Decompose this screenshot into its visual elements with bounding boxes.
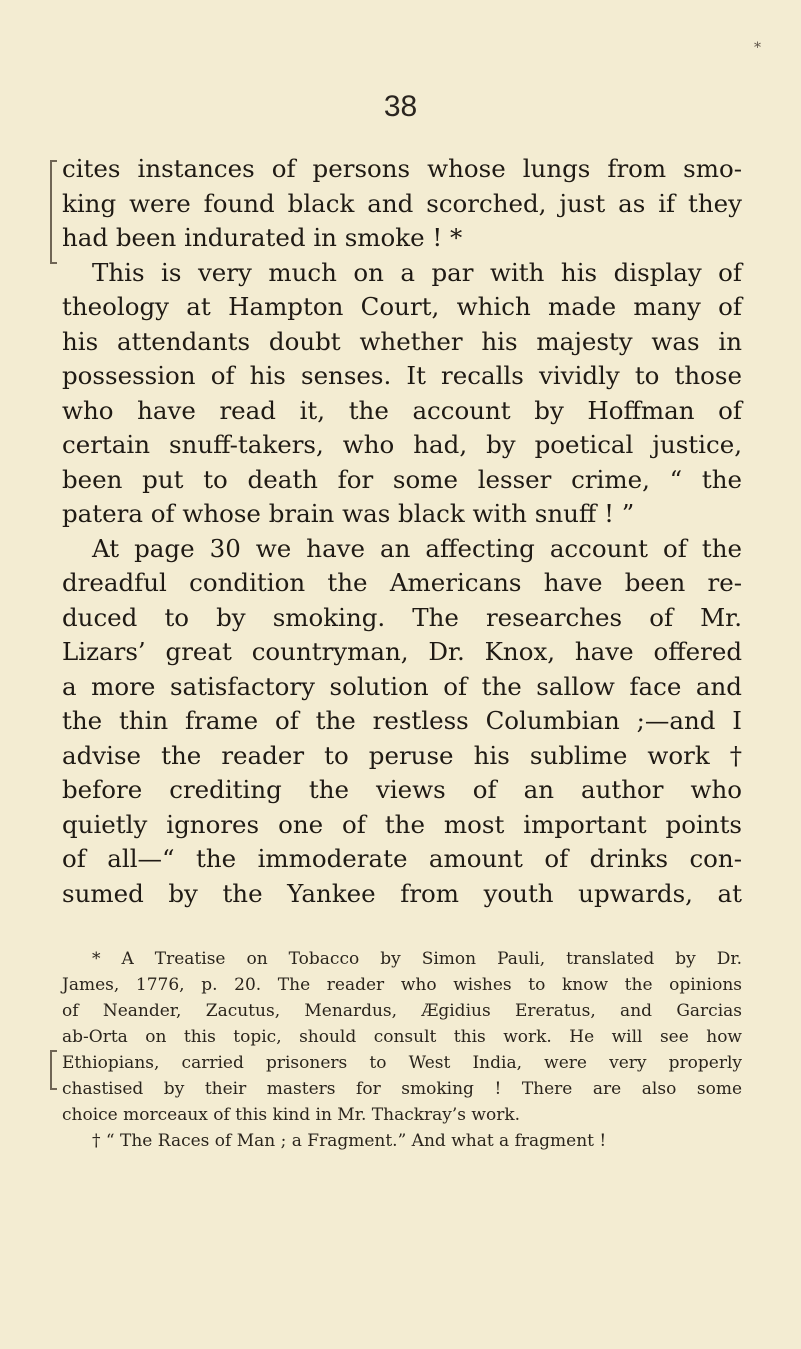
- text-line: possession of his senses. It recalls vividly to those: [62, 361, 742, 390]
- text-line: This is very much on a par with his display of: [92, 257, 742, 287]
- text-line: At page 30 we have an affecting account of the: [92, 533, 742, 563]
- text-line: king were found black and scorched, just as if they: [62, 188, 742, 218]
- text-line: sumed by the Yankee from youth upwards, at: [62, 878, 742, 908]
- text-line: quietly ignores one of the most important points: [62, 809, 742, 839]
- text-line: cites instances of persons whose lungs from smo-: [62, 154, 742, 183]
- text-line: who have read it, the account by Hoffman of: [62, 395, 742, 425]
- text-line: advise the reader to peruse his sublime work †: [62, 740, 742, 770]
- footnote-line: Ethiopians, carried prisoners to West India, were very properly: [62, 1053, 742, 1073]
- footnote-line: † “ The Races of Man ; a Fragment.” And what a fragment !: [92, 1131, 607, 1151]
- footnotes: [62, 946, 742, 1154]
- text-line: duced to by smoking. The researches of Mr.: [62, 602, 742, 632]
- text-line: the thin frame of the restless Columbian ;—and I: [62, 706, 742, 735]
- margin-bracket-top: [50, 160, 57, 264]
- corner-mark: *: [754, 40, 761, 56]
- text-line: theology at Hampton Court, which made many of: [62, 292, 742, 321]
- footnote-line: James, 1776, p. 20. The reader who wishes to know the opinions: [62, 975, 742, 995]
- text-line: patera of whose brain was black with snuff ! ”: [62, 499, 635, 528]
- footnote-line: * A Treatise on Tobacco by Simon Pauli, translated by Dr.: [92, 949, 742, 969]
- text-line: dreadful condition the Americans have been re-: [62, 568, 742, 597]
- text-line: a more satisfactory solution of the sallow face and: [62, 671, 742, 701]
- footnote-line: chastised by their masters for smoking ! There are also some: [62, 1079, 742, 1099]
- text-line: of all—“ the immoderate amount of drinks con-: [62, 844, 742, 873]
- footnote-line: choice morceaux of this kind in Mr. Thackray’s work.: [62, 1105, 521, 1125]
- footnote-line: ab-Orta on this topic, should consult this work. He will see how: [62, 1027, 742, 1047]
- text-line: been put to death for some lesser crime, “ the: [62, 464, 742, 494]
- text-line: his attendants doubt whether his majesty was in: [62, 326, 742, 356]
- page-number: 38: [383, 90, 418, 123]
- margin-bracket-notes: [50, 1050, 57, 1090]
- body-text: [62, 152, 742, 911]
- text-line: had been indurated in smoke ! *: [62, 223, 463, 252]
- text-line: certain snuff-takers, who had, by poetical justice,: [62, 430, 742, 459]
- text-line: Lizars’ great countryman, Dr. Knox, have offered: [62, 637, 742, 666]
- text-line: before crediting the views of an author who: [62, 775, 742, 804]
- footnote-line: of Neander, Zacutus, Menardus, Ægidius Ereratus, and Garcias: [62, 1001, 742, 1021]
